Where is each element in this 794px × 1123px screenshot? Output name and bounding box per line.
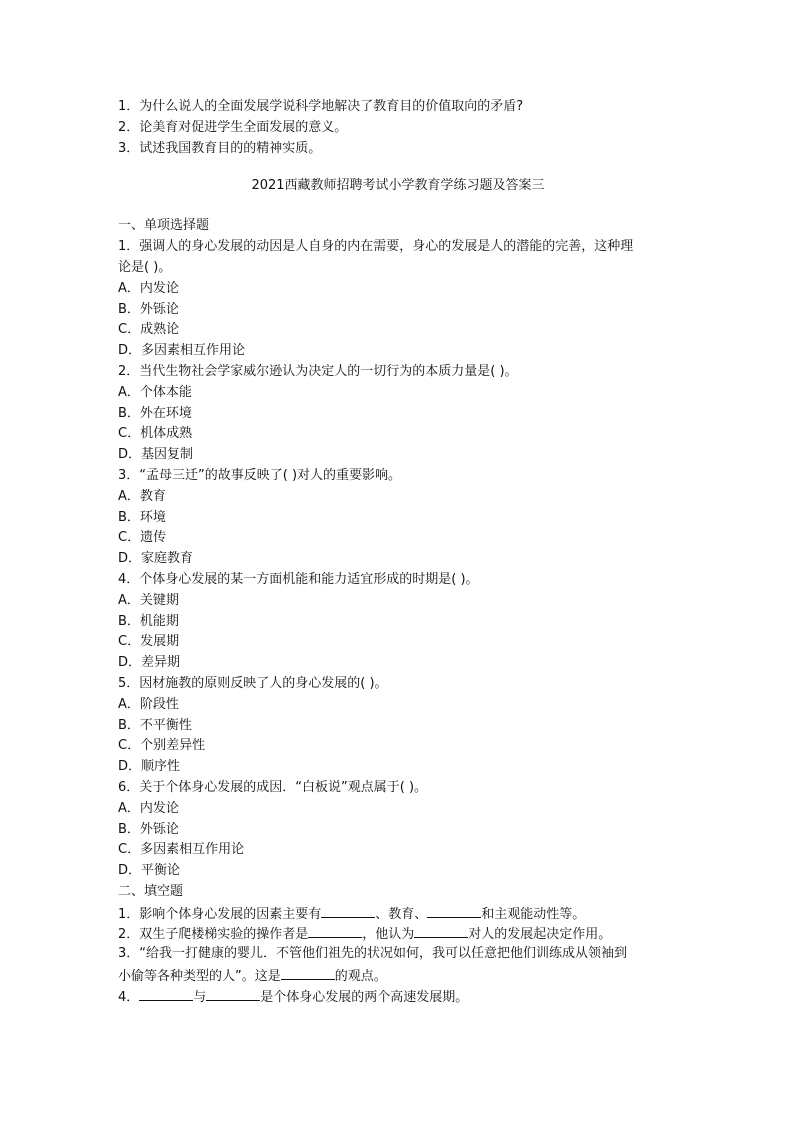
fill-question xyxy=(118,923,678,944)
fill-text: 是个体身心发展的两个高速发展期。 xyxy=(260,989,469,1005)
option: A．阶段性 xyxy=(118,696,179,712)
option: A．内发论 xyxy=(118,280,179,296)
question-stem: 6．关于个体身心发展的成因．“白板说”观点属于( )。 xyxy=(118,779,428,795)
option: B．不平衡性 xyxy=(118,717,192,733)
fill-text: 的观点。 xyxy=(334,969,387,985)
fill-text: 小偷等各种类型的人”。这是 xyxy=(118,969,281,985)
answer-blank xyxy=(281,965,335,980)
answer-blank xyxy=(308,923,362,938)
fill-text: 和主观能动性等。 xyxy=(481,906,586,922)
fill-text: 、教育、 xyxy=(375,906,428,922)
fill-text: 与 xyxy=(193,989,207,1005)
answer-blank xyxy=(427,903,481,918)
answer-blank xyxy=(321,903,375,918)
option: A．教育 xyxy=(118,488,166,504)
question-stem: 论是( )。 xyxy=(118,259,172,275)
fill-text: 对人的发展起决定作用。 xyxy=(468,927,612,943)
question-line: 1．为什么说人的全面发展学说科学地解决了教育目的价值取向的矛盾? xyxy=(118,99,524,114)
option: C．成熟论 xyxy=(118,322,180,338)
question-line: 2．论美育对促进学生全面发展的意义。 xyxy=(118,119,348,135)
fill-question: 3．“给我一打健康的婴儿．不管他们祖先的状况如何，我可以任意把他们训练成从领袖到 xyxy=(118,946,628,962)
option: B．环境 xyxy=(118,509,166,525)
answer-blank xyxy=(206,986,260,1001)
option: C．机体成熟 xyxy=(118,426,193,442)
option: B．机能期 xyxy=(118,613,179,629)
option: D．多因素相互作用论 xyxy=(118,343,246,359)
option: C．遗传 xyxy=(118,530,167,546)
document-page xyxy=(118,97,678,1007)
option: A．关键期 xyxy=(118,592,179,608)
option: B．外铄论 xyxy=(118,821,179,837)
question-line: 3．试述我国教育目的的精神实质。 xyxy=(118,140,322,156)
option: C．个别差异性 xyxy=(118,738,206,754)
option: D．差异期 xyxy=(118,655,181,671)
question-stem: 1．强调人的身心发展的动因是人自身的内在需要，身心的发展是人的潜能的完善，这种理 xyxy=(118,239,634,255)
option: C．多因素相互作用论 xyxy=(118,842,245,858)
option: B．外在环境 xyxy=(118,405,192,421)
question-stem: 3．“孟母三迁”的故事反映了( )对人的重要影响。 xyxy=(118,467,402,483)
fill-text: 1．影响个体身心发展的因素主要有 xyxy=(118,906,322,922)
document-title: 2021西藏教师招聘考试小学教育学练习题及答案三 xyxy=(251,178,545,194)
option: D．基因复制 xyxy=(118,447,194,463)
fill-text: 2．双生子爬楼梯实验的操作者是 xyxy=(118,927,309,943)
option: A．个体本能 xyxy=(118,384,192,400)
section-heading: 二、填空题 xyxy=(118,883,184,899)
option: B．外铄论 xyxy=(118,301,179,317)
option: D．家庭教育 xyxy=(118,551,194,567)
option: D．顺序性 xyxy=(118,759,181,775)
answer-blank xyxy=(414,923,468,938)
fill-text: 4． xyxy=(118,989,140,1005)
answer-blank xyxy=(139,986,193,1001)
option: D．平衡论 xyxy=(118,863,181,879)
option: A．内发论 xyxy=(118,800,179,816)
fill-text: ，他认为 xyxy=(362,927,415,943)
option: C．发展期 xyxy=(118,634,180,650)
fill-question xyxy=(118,903,678,924)
question-stem: 2．当代生物社会学家威尔逊认为决定人的一切行为的本质力量是( )。 xyxy=(118,363,518,379)
fill-question xyxy=(118,986,678,1007)
section-heading: 一、单项选择题 xyxy=(118,218,210,234)
question-stem: 4．个体身心发展的某一方面机能和能力适宜形成的时期是( )。 xyxy=(118,571,479,587)
question-stem: 5．因材施教的原则反映了人的身心发展的( )。 xyxy=(118,675,388,691)
fill-question xyxy=(118,965,678,986)
